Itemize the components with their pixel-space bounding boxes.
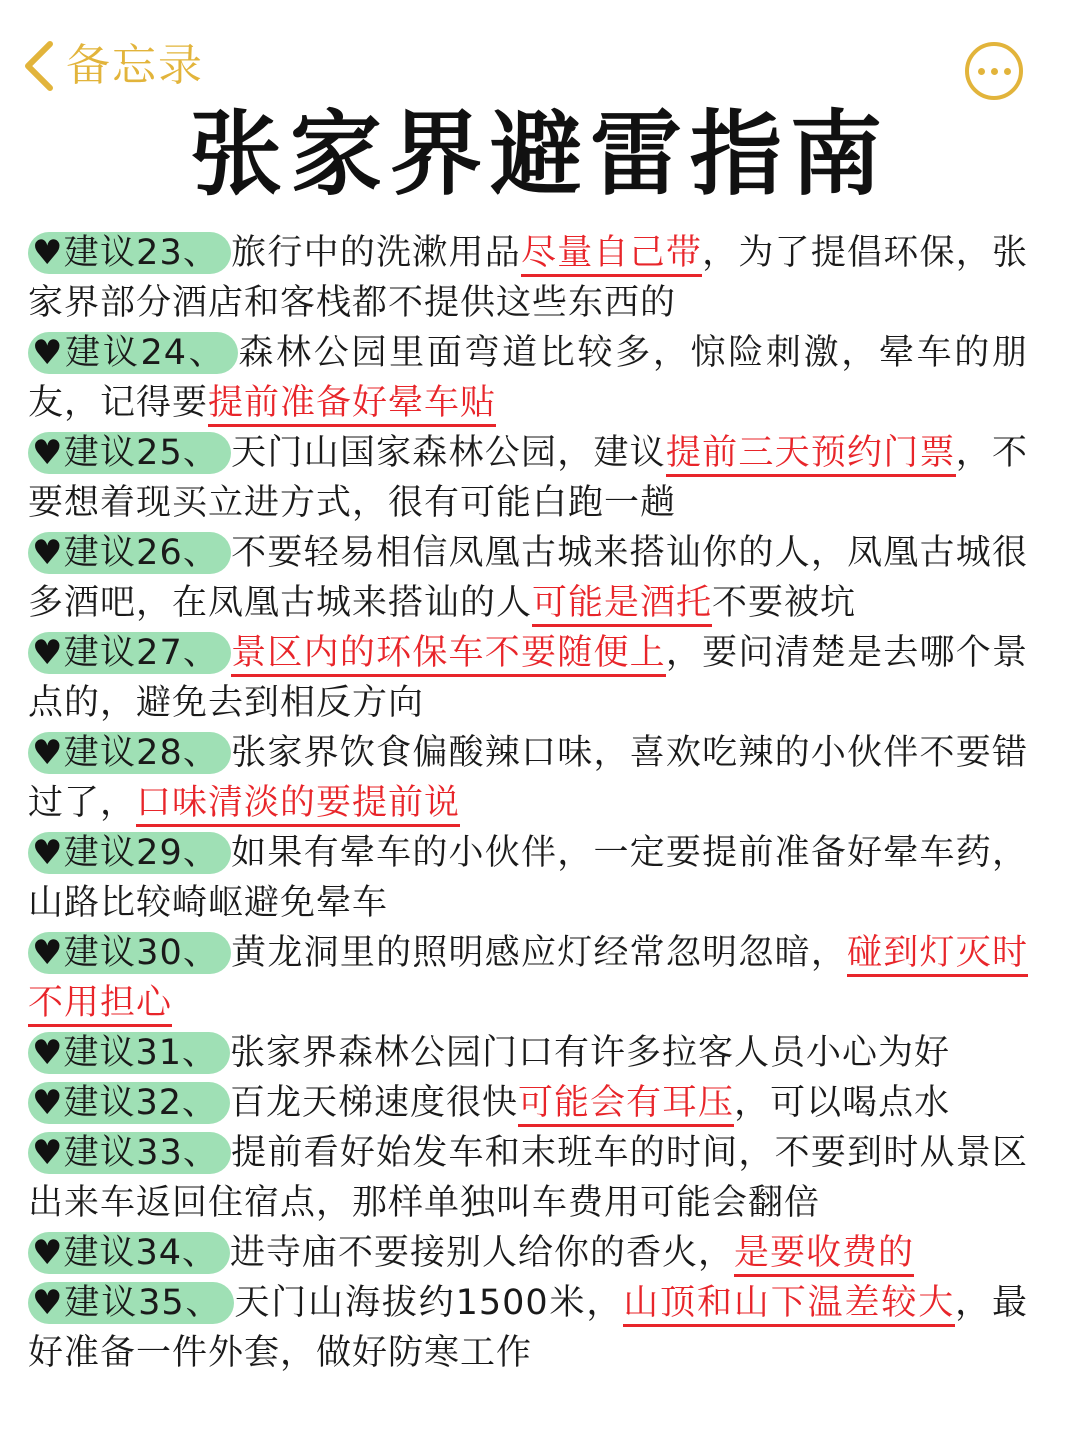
tip-item-33 bbox=[28, 1128, 1028, 1228]
tip-item-24 bbox=[28, 328, 1028, 428]
tip-tag bbox=[28, 1132, 231, 1174]
tip-tag bbox=[28, 232, 231, 274]
tip-tag bbox=[28, 1082, 230, 1124]
tip-tag bbox=[28, 832, 231, 874]
tip-label: 建议24、 bbox=[65, 333, 227, 373]
tip-text: 百龙天梯速度很快 bbox=[230, 1083, 519, 1123]
heart-icon: ♥ bbox=[32, 733, 64, 773]
heart-icon: ♥ bbox=[32, 1083, 64, 1123]
tip-highlight: 景区内的环保车不要随便上 bbox=[231, 633, 666, 677]
tip-label: 建议23、 bbox=[63, 233, 220, 273]
tip-text: 张家界森林公园门口有许多拉客人员小心为好 bbox=[230, 1033, 951, 1073]
tip-text: 如果有晕车的小伙伴，一定要提前准备好晕车药，山路比较崎岖避免晕车 bbox=[28, 833, 1028, 923]
tip-text: 森林公园里面弯道比较多，惊险刺激，晕车的朋友，记得要 bbox=[28, 333, 1028, 423]
tip-label: 建议33、 bbox=[63, 1133, 220, 1173]
tips-list bbox=[28, 228, 1028, 1378]
tip-label: 建议35、 bbox=[64, 1283, 223, 1323]
tip-highlight: 口味清淡的要提前说 bbox=[136, 783, 460, 827]
tip-highlight: 可能是酒托 bbox=[532, 583, 712, 627]
page-title: 张家界避雷指南 bbox=[189, 101, 890, 208]
tip-text-tail: ，最好准备一件外套，做好防寒工作 bbox=[28, 1283, 1028, 1373]
tip-text: 不要轻易相信凤凰古城来搭讪你的人，凤凰古城很多酒吧，在凤凰古城来搭讪的人 bbox=[28, 533, 1028, 623]
tip-text: 张家界饮食偏酸辣口味，喜欢吃辣的小伙伴不要错过了， bbox=[28, 733, 1028, 823]
tip-label: 建议32、 bbox=[63, 1083, 219, 1123]
tip-text-tail: ，可以喝点水 bbox=[734, 1083, 951, 1123]
back-button[interactable] bbox=[22, 40, 204, 92]
tip-text-tail: ，为了提倡环保，张家界部分酒店和客栈都不提供这些东西的 bbox=[28, 233, 1028, 323]
tip-item-35 bbox=[28, 1278, 1028, 1378]
tip-highlight: 碰到灯灭时不用担心 bbox=[28, 933, 1028, 1027]
tip-text: 天门山海拔约1500米， bbox=[234, 1283, 624, 1323]
tip-highlight: 可能会有耳压 bbox=[518, 1083, 734, 1127]
tip-label: 建议30、 bbox=[63, 933, 220, 973]
tip-tag bbox=[28, 732, 231, 774]
tip-tag bbox=[28, 532, 231, 574]
tip-text-tail: 不要被坑 bbox=[712, 583, 857, 623]
heart-icon: ♥ bbox=[32, 233, 64, 273]
tip-item-26 bbox=[28, 528, 1028, 628]
tip-text: 天门山国家森林公园，建议 bbox=[231, 433, 666, 473]
tip-item-30 bbox=[28, 928, 1028, 1028]
heart-icon: ♥ bbox=[32, 1133, 64, 1173]
tip-item-27 bbox=[28, 628, 1028, 728]
tip-item-25 bbox=[28, 428, 1028, 528]
more-options-icon[interactable] bbox=[965, 42, 1023, 100]
heart-icon: ♥ bbox=[32, 1233, 64, 1273]
tip-label: 建议34、 bbox=[63, 1233, 219, 1273]
tip-tag bbox=[28, 1282, 234, 1324]
tip-tag bbox=[28, 632, 231, 674]
tip-item-23 bbox=[28, 228, 1028, 328]
tip-tag bbox=[28, 1232, 230, 1274]
tip-label: 建议27、 bbox=[63, 633, 220, 673]
tip-tag bbox=[28, 332, 238, 374]
heart-icon: ♥ bbox=[32, 433, 64, 473]
heart-icon: ♥ bbox=[32, 333, 66, 373]
tip-tag bbox=[28, 932, 231, 974]
tip-highlight: 提前三天预约门票 bbox=[666, 433, 956, 477]
heart-icon: ♥ bbox=[32, 1033, 64, 1073]
heart-icon: ♥ bbox=[32, 833, 64, 873]
top-nav-bar bbox=[0, 0, 1080, 110]
tip-label: 建议26、 bbox=[63, 533, 220, 573]
tip-highlight: 提前准备好晕车贴 bbox=[208, 383, 496, 427]
tip-item-34 bbox=[28, 1228, 1028, 1278]
tip-highlight: 尽量自己带 bbox=[521, 233, 702, 277]
heart-icon: ♥ bbox=[32, 1283, 65, 1323]
tip-label: 建议28、 bbox=[63, 733, 220, 773]
heart-icon: ♥ bbox=[32, 533, 64, 573]
tip-item-32 bbox=[28, 1078, 1028, 1128]
tip-item-28 bbox=[28, 728, 1028, 828]
tip-label: 建议25、 bbox=[63, 433, 220, 473]
tip-text: 黄龙洞里的照明感应灯经常忽明忽暗， bbox=[231, 933, 848, 973]
tip-highlight: 是要收费的 bbox=[734, 1233, 914, 1277]
tip-item-29 bbox=[28, 828, 1028, 928]
tip-item-31 bbox=[28, 1028, 1028, 1078]
tip-text: 旅行中的洗漱用品 bbox=[231, 233, 521, 273]
tip-label: 建议29、 bbox=[63, 833, 220, 873]
tip-tag bbox=[28, 1032, 230, 1074]
tip-highlight: 山顶和山下温差较大 bbox=[623, 1283, 955, 1327]
heart-icon: ♥ bbox=[32, 633, 64, 673]
chevron-left-icon bbox=[22, 40, 56, 92]
tip-text: 进寺庙不要接别人给你的香火， bbox=[230, 1233, 735, 1273]
back-label: 备忘录 bbox=[66, 40, 204, 91]
tip-text-tail: ，不要想着现买立进方式，很有可能白跑一趟 bbox=[28, 433, 1028, 523]
tip-label: 建议31、 bbox=[63, 1033, 219, 1073]
tip-text: 提前看好始发车和末班车的时间，不要到时从景区出来车返回住宿点，那样单独叫车费用可能会翻倍 bbox=[28, 1133, 1028, 1223]
heart-icon: ♥ bbox=[32, 933, 64, 973]
tip-text-tail: ，要问清楚是去哪个景点的，避免去到相反方向 bbox=[28, 633, 1028, 723]
tip-tag bbox=[28, 432, 231, 474]
